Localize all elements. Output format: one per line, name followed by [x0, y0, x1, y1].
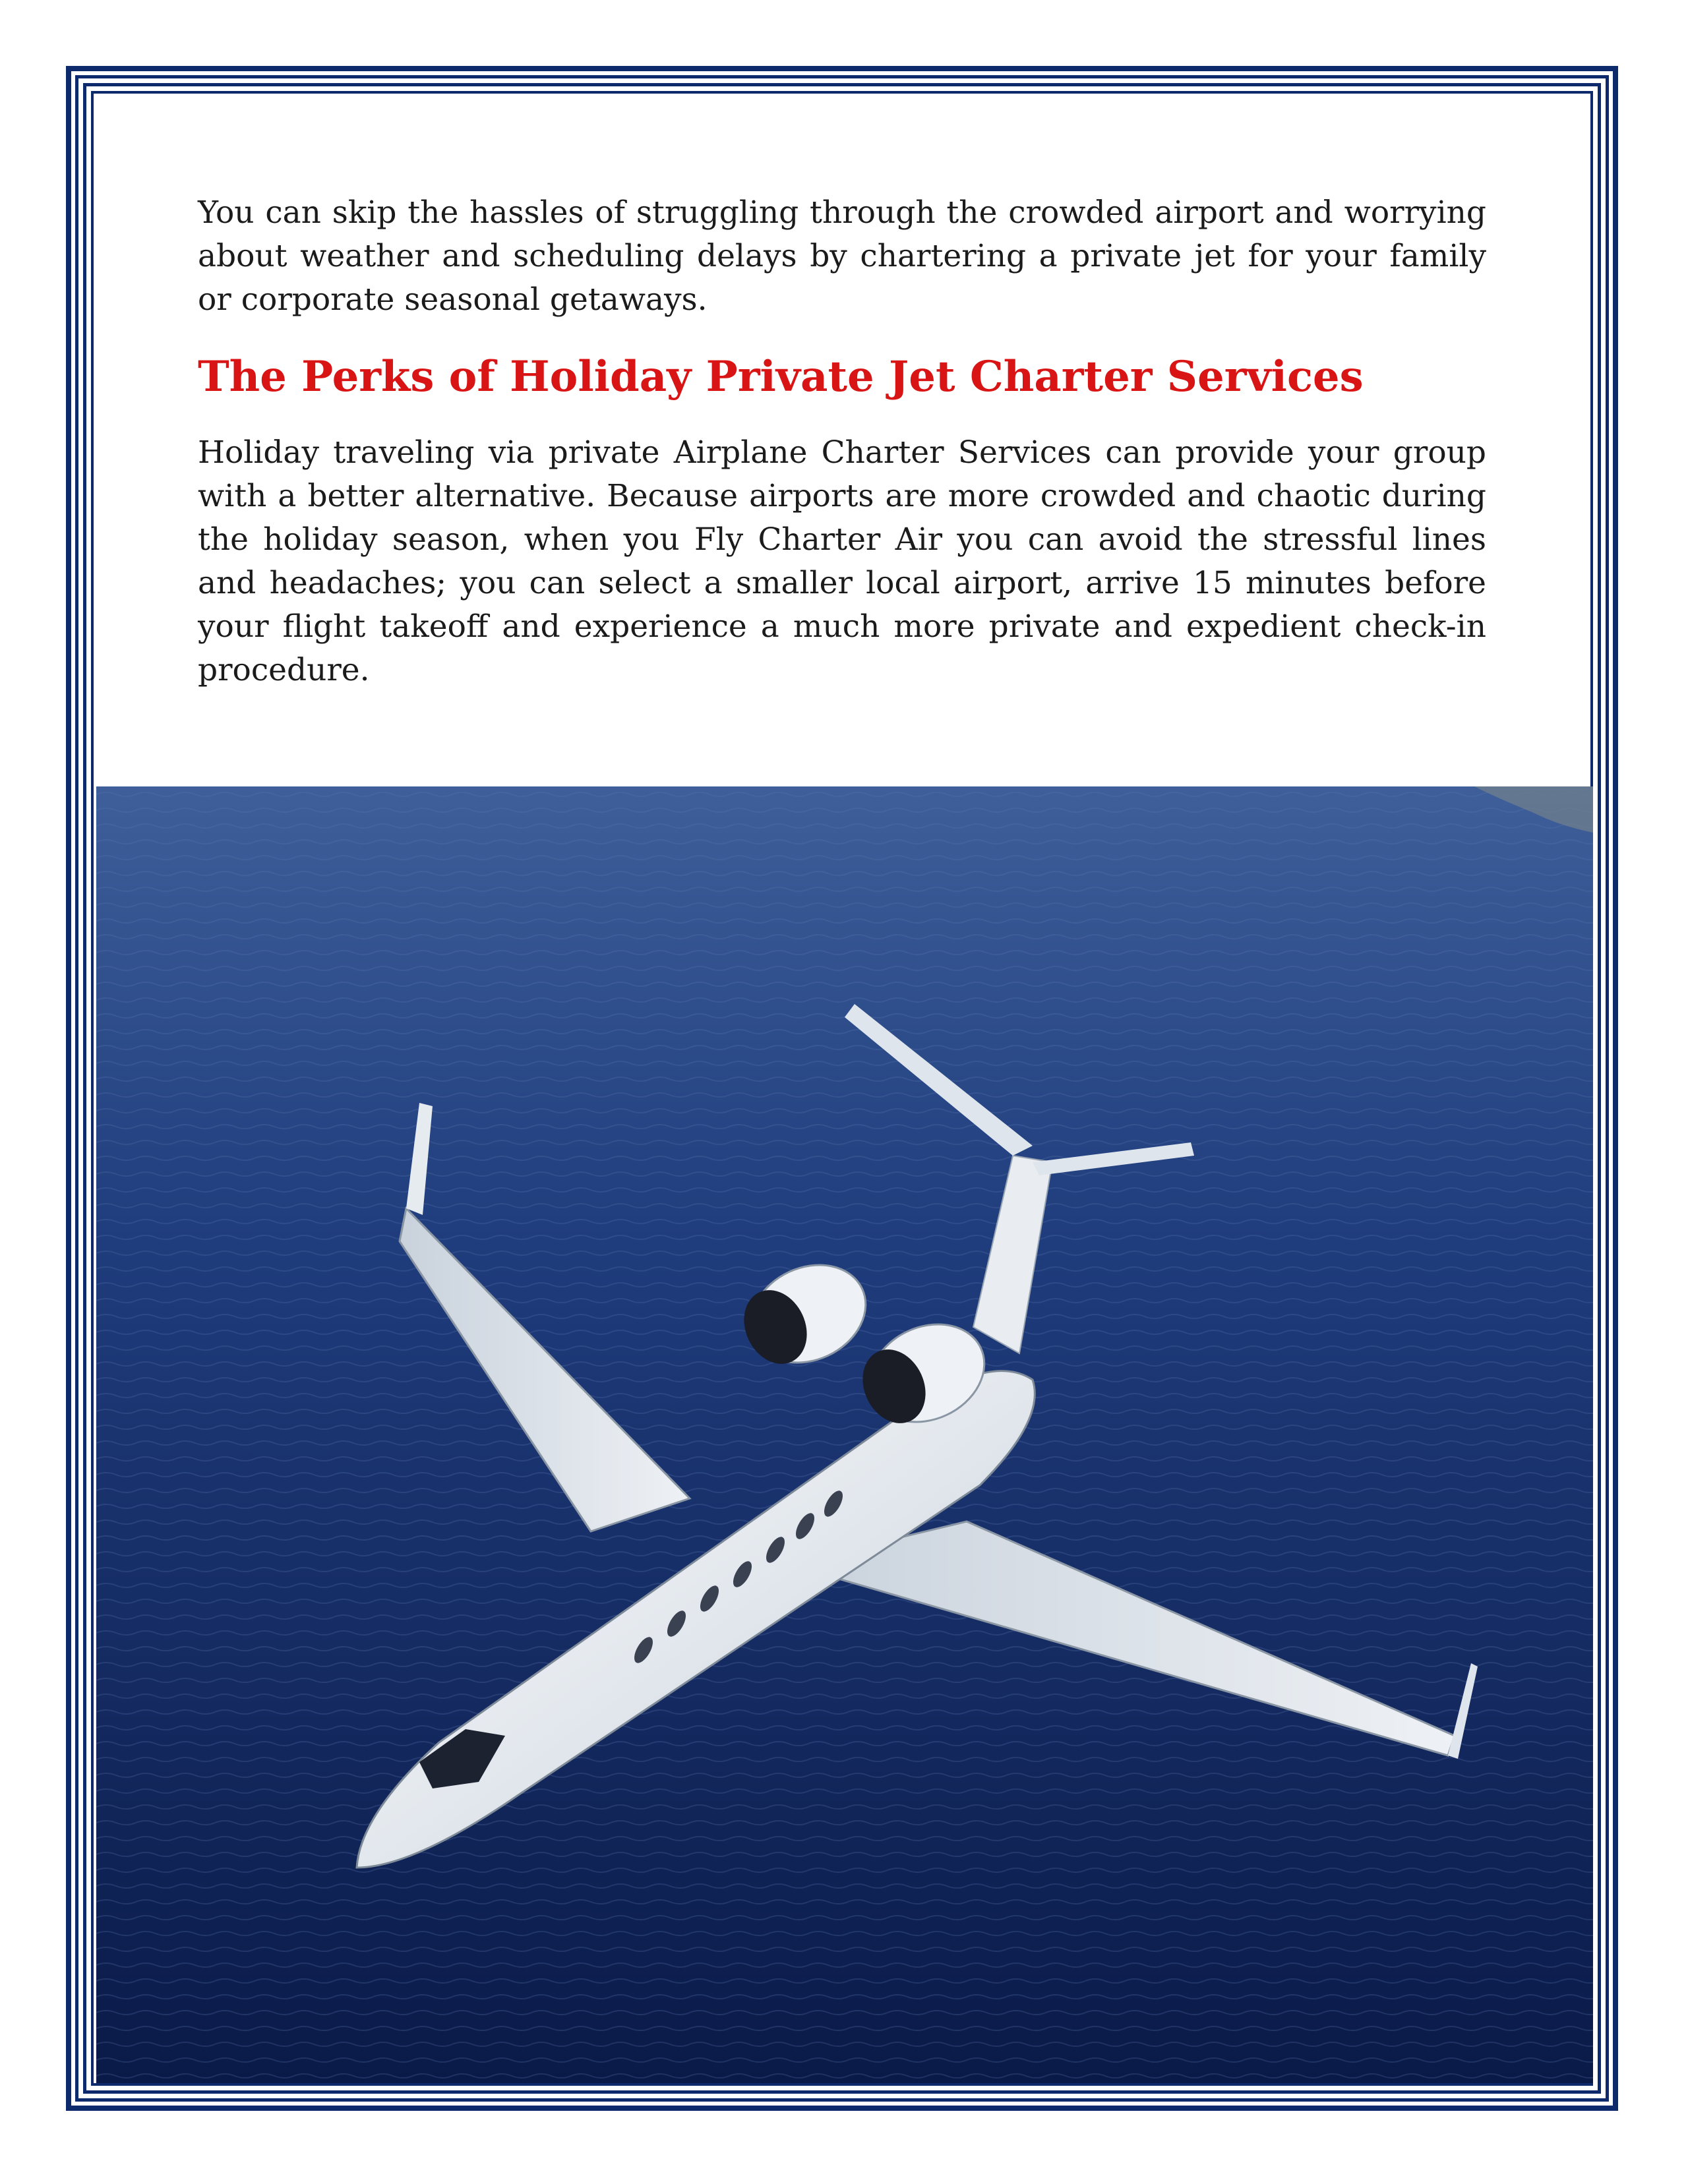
section-heading: The Perks of Holiday Private Jet Charter Services — [198, 352, 1364, 401]
jet-over-ocean-illustration — [96, 786, 1593, 2083]
ocean-waves — [96, 786, 1593, 2083]
document-body — [198, 191, 1486, 692]
body-paragraph: Holiday traveling via private Airplane Charter Services can provide your group with a better alternative. Because airports are more crowded and chaotic during the holiday season, when you Fly Charter Air you can avoid the stressful lines and headaches; you can select a smaller local airport, arrive 15 minutes before your flight takeoff and experience a much more private and expedient check-in procedure. — [198, 434, 1486, 688]
private-jet-photo — [96, 786, 1593, 2083]
intro-paragraph: You can skip the hassles of struggling through the crowded airport and worrying about weather and scheduling delays by chartering a private jet for your family or corporate seasonal getaways. — [198, 194, 1486, 318]
